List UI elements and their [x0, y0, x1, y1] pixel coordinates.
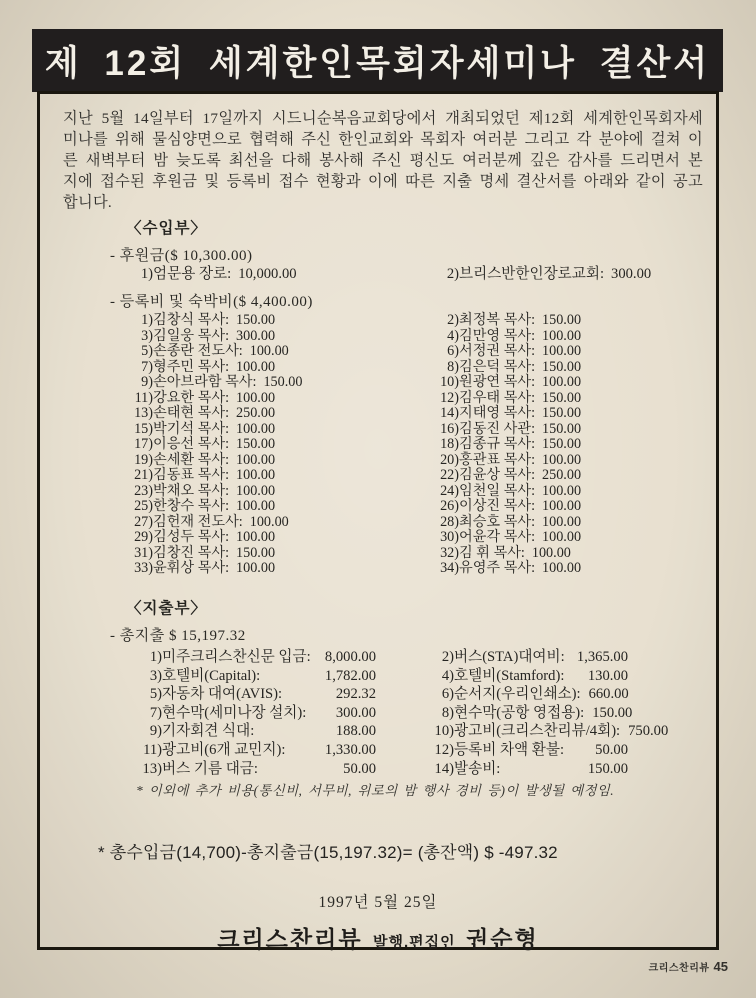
registration-item: [126, 406, 432, 422]
registration-item: [432, 344, 716, 360]
registration-item: [432, 375, 716, 391]
registration-amount: 100.00: [542, 482, 582, 499]
payer-name: 김동진 사관:: [459, 420, 536, 437]
registration-amount: 100.00: [542, 529, 582, 545]
payer-name: 김만영 목사:: [459, 327, 536, 344]
expense-label: 미주크리스찬신문 입금:: [162, 649, 311, 665]
registration-item: [126, 453, 432, 469]
item-number: 6): [447, 343, 459, 359]
registration-amount: 100.00: [236, 482, 276, 499]
payer-name: 최승호 목사:: [459, 513, 536, 530]
expense-amount: 750.00: [628, 723, 669, 740]
expense-list: [136, 648, 684, 778]
item-number: 13): [142, 760, 162, 777]
registration-amount: 150.00: [542, 358, 582, 375]
registration-amount: 100.00: [542, 343, 582, 359]
expense-footnote: * 이외에 추가 비용(통신비, 서무비, 위로의 밤 행사 경비 등)이 발생될 예정임.: [136, 783, 615, 798]
payer-name: 지태영 목사:: [459, 405, 536, 421]
registration-item: [432, 406, 716, 422]
registration-amount: 150.00: [236, 312, 276, 328]
item-number: 24): [440, 482, 459, 499]
item-number: 28): [440, 513, 459, 530]
registration-item: [432, 391, 716, 407]
payer-name: 김창진 목사:: [153, 544, 230, 561]
expense-amount: 8,000.00: [324, 649, 376, 665]
item-number: 14): [440, 405, 459, 421]
registration-amount: 100.00: [542, 560, 582, 576]
registration-item: [432, 360, 716, 376]
registration-amount: 150.00: [263, 374, 303, 390]
item-number: 9): [141, 374, 153, 390]
payer-name: 손태현 목사:: [153, 405, 230, 421]
expense-label: 버스(STA)대여비:: [454, 649, 565, 665]
expense-item: [136, 741, 376, 760]
expense-amount: 130.00: [587, 667, 628, 684]
item-number: 2): [447, 312, 459, 328]
expense-amount: 292.32: [335, 686, 376, 703]
item-number: 29): [134, 529, 153, 545]
payer-name: 김성두 목사:: [153, 529, 230, 545]
registration-item: [432, 561, 716, 577]
publisher-role: 발행.편집인: [373, 934, 456, 951]
payer-name: 박기석 목사:: [153, 420, 230, 437]
item-number: 11): [143, 741, 162, 758]
donation-amount: 300.00: [611, 266, 652, 282]
registration-amount: 100.00: [236, 560, 276, 576]
expense-amount: 1,365.00: [576, 649, 628, 665]
registration-item: [432, 313, 716, 329]
expense-amount: 150.00: [592, 704, 633, 721]
registration-item: [432, 468, 716, 484]
registration-item: [126, 499, 432, 515]
item-number: 2): [446, 266, 459, 282]
payer-name: 홍관표 목사:: [459, 451, 536, 468]
payer-name: 김종규 목사:: [459, 436, 536, 452]
item-number: 3): [149, 667, 162, 684]
registration-amount: 100.00: [236, 420, 276, 437]
expense-amount: 50.00: [595, 741, 628, 758]
item-number: 12): [434, 741, 454, 758]
page-footer: [649, 958, 728, 976]
payer-name: 김일웅 목사:: [153, 327, 230, 344]
item-number: 21): [134, 467, 153, 483]
expense-amount: 660.00: [588, 686, 629, 703]
registration-amount: 150.00: [236, 544, 276, 561]
income-section-heading: 〈수입부〉: [126, 220, 207, 237]
registration-item: [126, 546, 432, 562]
expense-label: 호텔비(Capital):: [162, 667, 261, 684]
registration-amount: 150.00: [236, 436, 276, 452]
payer-name: 원광연 목사:: [459, 374, 536, 390]
payer-name: 김동표 목사:: [153, 467, 230, 483]
registration-item: [432, 484, 716, 500]
registration-item: [126, 360, 432, 376]
payer-name: 이응선 목사:: [153, 436, 230, 452]
expense-label: 광고비(6개 교민지):: [162, 741, 286, 758]
expense-amount: 300.00: [335, 704, 376, 721]
footer-brand: 크리스찬리뷰: [648, 963, 710, 974]
payer-name: 김은덕 목사:: [459, 358, 536, 375]
publisher-line: [40, 921, 716, 954]
payer-name: 김창식 목사:: [153, 312, 230, 328]
payer-name: 이상진 목사:: [459, 498, 536, 514]
publisher-person: 권순형: [466, 926, 539, 952]
registration-amount: 150.00: [542, 436, 582, 452]
payer-name: 김윤상 목사:: [459, 467, 536, 483]
expense-label: 버스 기름 대금:: [162, 760, 258, 777]
registration-total-label: - 등록비 및 숙박비($ 4,400.00): [110, 294, 313, 310]
expense-label: 현수막(공항 영접용):: [454, 704, 585, 721]
expense-label: 순서지(우리인쇄소):: [454, 686, 581, 703]
expense-amount: 1,330.00: [324, 741, 376, 758]
expense-amount: 188.00: [335, 723, 376, 740]
expense-item: [136, 704, 376, 723]
registration-item: [432, 329, 716, 345]
payer-name: 윤휘상 목사:: [153, 560, 230, 576]
expense-label: 등록비 차액 환불:: [454, 741, 565, 758]
item-number: 30): [440, 529, 459, 545]
item-number: 8): [447, 358, 459, 375]
item-number: 26): [440, 498, 459, 514]
registration-item: [432, 422, 716, 438]
intro-paragraph: 지난 5월 14일부터 17일까지 시드니순복음교회당에서 개최되었던 제12회 세계한인목회자세미나를 위해 물심양면으로 협력해 주신 한인교회와 목회자 여러분 그리고 각 분야에 걸쳐 이른 새벽부터 밤 늦도록 최선을 다해 봉사해 주신 평신도 여러분께 깊은 감사를 드리면서 본지에 접수된 후원금 및 등록비 접수 현황과 이에 따른 지출 명세 결산서를 아래와 같이 공고합니다.: [63, 110, 703, 211]
donation-item: [432, 266, 716, 283]
payer-name: 유영주 목사:: [459, 560, 536, 576]
expense-label: 현수막(세미나장 설치):: [162, 704, 307, 721]
donation-list: [126, 266, 716, 283]
registration-amount: 150.00: [542, 389, 582, 406]
registration-amount: 100.00: [236, 529, 276, 545]
payer-name: 손종란 전도사:: [153, 343, 243, 359]
item-number: 34): [440, 560, 459, 576]
registration-item: [126, 375, 432, 391]
expense-label: 광고비(크리스찬리뷰/4회):: [454, 723, 621, 740]
item-number: 25): [134, 498, 153, 514]
payer-name: 최정복 목사:: [459, 312, 536, 328]
registration-item: [126, 391, 432, 407]
donation-total-label: - 후원금($ 10,300.00): [110, 248, 253, 264]
expense-label: 발송비:: [454, 760, 501, 777]
registration-item: [126, 313, 432, 329]
payer-name: 김 휘 목사:: [459, 544, 525, 561]
expense-label: 기자회견 식대:: [162, 723, 255, 740]
registration-amount: 250.00: [236, 405, 276, 421]
item-number: 4): [441, 667, 454, 684]
item-number: 14): [434, 760, 454, 777]
expense-item: [428, 648, 628, 667]
payer-name: 손아브라함 목사:: [153, 374, 257, 390]
item-number: 8): [441, 704, 454, 721]
registration-amount: 150.00: [542, 405, 582, 421]
item-number: 22): [440, 467, 459, 483]
registration-item: [432, 546, 716, 562]
expense-amount: 1,782.00: [324, 667, 376, 684]
registration-amount: 100.00: [236, 358, 276, 375]
expense-item: [136, 722, 376, 741]
registration-amount: 150.00: [542, 420, 582, 437]
item-number: 12): [440, 389, 459, 406]
registration-amount: 100.00: [236, 451, 276, 468]
item-number: 17): [134, 436, 153, 452]
payer-name: 한창수 목사:: [153, 498, 230, 514]
registration-item: [432, 437, 716, 453]
item-number: 6): [441, 686, 454, 703]
expense-item: [428, 704, 633, 723]
registration-amount: 100.00: [236, 389, 276, 406]
registration-item: [432, 515, 716, 531]
item-number: 1): [141, 312, 153, 328]
item-number: 7): [141, 358, 153, 375]
expense-item: [136, 760, 376, 779]
item-number: 5): [141, 343, 153, 359]
registration-amount: 100.00: [542, 327, 582, 344]
expense-item: [428, 722, 669, 741]
registration-amount: 100.00: [249, 343, 289, 359]
item-number: 33): [134, 560, 153, 576]
item-number: 31): [134, 544, 153, 561]
registration-amount: 150.00: [542, 312, 582, 328]
donation-amount: 10,000.00: [238, 266, 297, 282]
expense-amount: 150.00: [587, 760, 628, 777]
donor-name: 엄문용 장로:: [153, 266, 232, 282]
item-number: 19): [134, 451, 153, 468]
item-number: 9): [149, 723, 162, 740]
registration-item: [126, 468, 432, 484]
payer-name: 김헌재 전도사:: [153, 513, 243, 530]
payer-name: 박채오 목사:: [153, 482, 230, 499]
footer-page-number: 45: [713, 959, 728, 974]
item-number: 23): [134, 482, 153, 499]
payer-name: 형주민 목사:: [153, 358, 230, 375]
registration-item: [432, 453, 716, 469]
publisher-brand: 크리스찬리뷰: [217, 926, 363, 952]
donor-name: 브리스반한인장로교회:: [459, 266, 605, 282]
registration-item: [126, 484, 432, 500]
registration-amount: 100.00: [531, 544, 571, 561]
registration-item: [126, 515, 432, 531]
item-number: 10): [440, 374, 459, 390]
item-number: 4): [447, 327, 459, 344]
item-number: 11): [134, 389, 153, 406]
payer-name: 강요한 목사:: [153, 389, 230, 406]
item-number: 5): [149, 686, 162, 703]
registration-item: [126, 344, 432, 360]
item-number: 27): [134, 513, 153, 530]
item-number: 7): [149, 704, 162, 721]
expense-item: [428, 760, 628, 779]
document-title-bar: [33, 30, 722, 91]
document-title: 제 12회 세계한인목회자세미나 결산서: [44, 43, 711, 83]
item-number: 3): [141, 327, 153, 344]
donation-item: [126, 266, 432, 283]
registration-amount: 100.00: [542, 498, 582, 514]
registration-item: [432, 499, 716, 515]
item-number: 15): [134, 420, 153, 437]
expense-total-label: - 총지출 $ 15,197.32: [110, 628, 246, 644]
registration-item: [126, 561, 432, 577]
item-number: 1): [140, 266, 153, 282]
payer-name: 어윤각 목사:: [459, 529, 536, 545]
item-number: 32): [440, 544, 459, 561]
registration-item: [126, 329, 432, 345]
expense-item: [428, 685, 628, 704]
expense-label: 호텔비(Stamford):: [454, 667, 565, 684]
registration-amount: 250.00: [542, 467, 582, 483]
payer-name: 임천일 목사:: [459, 482, 536, 499]
expense-item: [428, 667, 628, 686]
expense-item: [136, 667, 376, 686]
registration-amount: 100.00: [542, 451, 582, 468]
expense-amount: 50.00: [343, 760, 376, 777]
item-number: 20): [440, 451, 459, 468]
payer-name: 손세환 목사:: [153, 451, 230, 468]
expense-label: 자동차 대여(AVIS):: [162, 686, 283, 703]
registration-item: [126, 437, 432, 453]
registration-amount: 300.00: [236, 327, 276, 344]
item-number: 1): [149, 649, 162, 665]
payer-name: 서정권 목사:: [459, 343, 536, 359]
payer-name: 김우태 목사:: [459, 389, 536, 406]
expense-item: [136, 685, 376, 704]
registration-item: [126, 422, 432, 438]
expense-section-heading: 〈지출부〉: [126, 600, 207, 617]
item-number: 18): [440, 436, 459, 452]
balance-summary: * 총수입금(14,700)-총지출금(15,197.32)= (총잔액) $ -497.32: [98, 843, 558, 862]
registration-amount: 100.00: [542, 513, 582, 530]
item-number: 13): [134, 405, 153, 421]
registration-amount: 100.00: [542, 374, 582, 390]
issue-date: 1997년 5월 25일: [318, 894, 438, 911]
registration-item: [432, 530, 716, 546]
item-number: 16): [440, 420, 459, 437]
registration-amount: 100.00: [249, 513, 289, 530]
registration-fee-list: [126, 313, 716, 577]
registration-amount: 100.00: [236, 498, 276, 514]
expense-item: [428, 741, 628, 760]
registration-amount: 100.00: [236, 467, 276, 483]
content-box: [37, 91, 719, 950]
expense-item: [136, 648, 376, 667]
item-number: 10): [434, 723, 454, 740]
registration-item: [126, 530, 432, 546]
item-number: 2): [441, 649, 454, 665]
